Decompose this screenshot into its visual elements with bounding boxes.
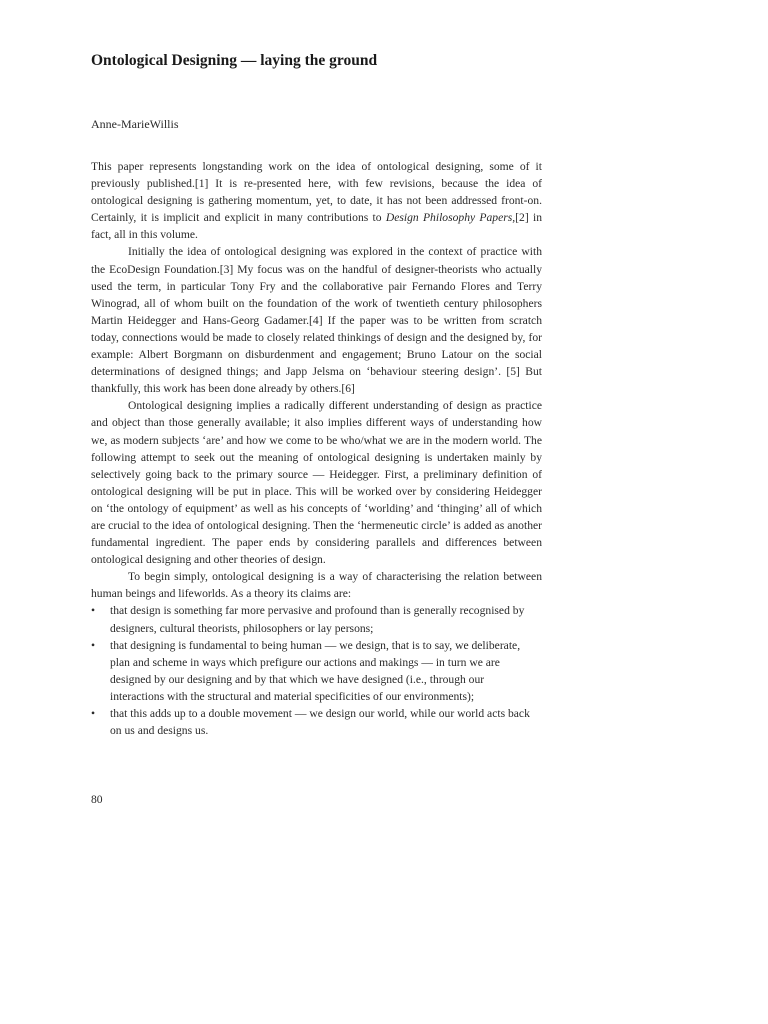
paragraph-2: Initially the idea of ontological designing was explored in the context of practice with the EcoDesign Foundation.[3] My focus was on the handful of designer-theorists who actually used the term, in particular Tony Fry and the collaborative pair Fernando Flores and Terry Winograd, all of whom built on the foundation of the work of twentieth century philosophers Martin Heidegger and Hans-Georg Gadamer.[4] If the paper was to be written from scratch today, connections would be made to closely related thinkings of design and the designed by, for example: Albert Borgmann on disburdenment and engagement; Bruno Latour on the social determinations of designed things; and Japp Jelsma on ‘behaviour steering design’. [5] But thankfully, this work has been done already by others.[6] — [91, 245, 542, 396]
list-item — [91, 637, 542, 705]
list-item — [91, 705, 542, 739]
paragraph-1-text-start: This paper represents longstanding work on the idea of ontological designing, some of it previously published.[1] It is re-presented here, with few revisions, because the idea of ontological designing is gathering momentum, yet, to date, it has not been addressed front-on. Certainly, it is implicit and explicit in many contributions to — [91, 160, 542, 225]
list-item-text: that design is something far more pervasive and profound than is generally recognised by designers, cultural theorists, philosophers or lay persons; — [110, 604, 525, 635]
bullet-marker: • — [91, 604, 96, 618]
paragraph-4: To begin simply, ontological designing is a way of characterising the relation between human beings and lifeworlds. As a theory its claims are: — [91, 570, 542, 601]
bullet-marker: • — [91, 638, 96, 652]
article-title: Ontological Designing — laying the ground — [91, 52, 378, 69]
list-item-text: that designing is fundamental to being human — we design, that is to say, we deliberate, plan and scheme in ways which prefigure our actions and makings — in turn we are designed by our designing and by that which we have designed (i.e., through our interactions with the structural and material specificities of our environments); — [110, 638, 521, 703]
article-body — [91, 158, 542, 739]
page-number: 80 — [91, 793, 103, 806]
bullet-marker: • — [91, 707, 96, 720]
paragraph-3: Ontological designing implies a radically different understanding of design as practice and object than those generally available; it also implies different ways of understanding how we, as modern subjects ‘are’ and how we come to be who/what we are in the modern world. The following attempt to seek out the meaning of ontological designing is undertaken mainly by selectively going back to the primary source — Heidegger. First, a preliminary definition of ontological designing will be put in place. This will be worked over by considering Heidegger on ‘the ontology of equipment’ as well as his concepts of ‘worlding’ and ‘thinging’ all of which are crucial to the idea of ontological designing. Then the ‘hermeneutic circle’ is added as another fundamental ingredient. The paper ends by considering parallels and differences between ontological designing and other theories of design. — [91, 399, 542, 567]
claims-list — [91, 602, 542, 739]
journal-title: Design Philosophy Papers, — [385, 211, 516, 225]
list-item-text: that this adds up to a double movement — we design our world, while our world acts back on us and designs us. — [110, 707, 530, 738]
paragraph-1 — [91, 158, 542, 243]
list-item — [91, 602, 542, 636]
paragraph-1-text-end: [2] in fact, all in this volume. — [91, 211, 542, 242]
author-name: Anne-MarieWillis — [91, 117, 179, 131]
